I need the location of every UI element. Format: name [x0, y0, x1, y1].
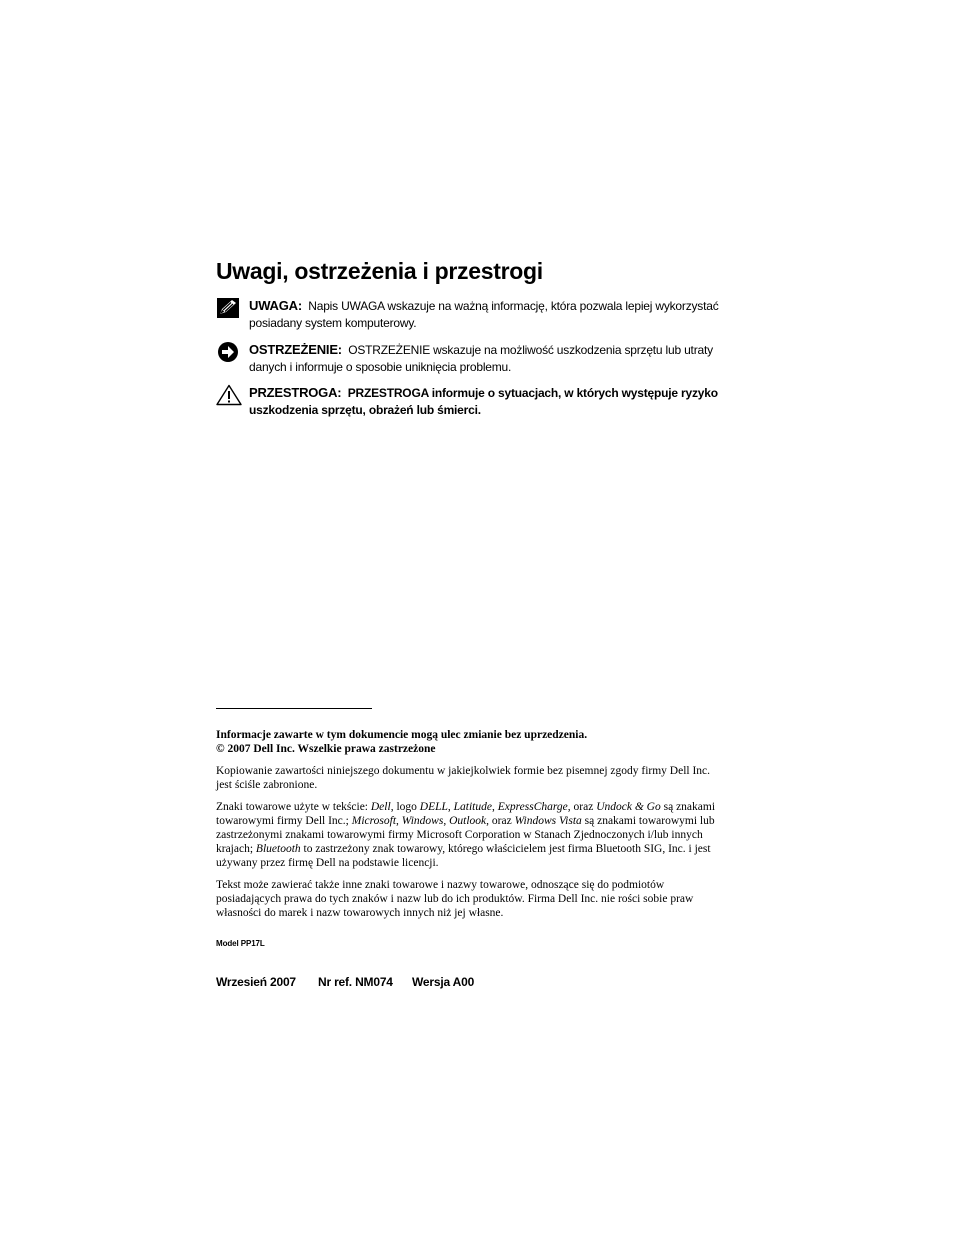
- tm-text: , logo: [390, 801, 420, 813]
- note-text: [249, 297, 736, 332]
- tm-undock: Undock & Go: [596, 801, 661, 813]
- warning-triangle-icon: [216, 384, 242, 406]
- tm-dell: Dell: [370, 801, 391, 813]
- footer-version: Wersja A00: [412, 975, 475, 989]
- tm-microsoft: Microsoft: [351, 815, 397, 827]
- tm-windows: Windows: [401, 815, 444, 827]
- note-label: UWAGA:: [249, 298, 302, 313]
- tm-text: ,: [396, 815, 402, 827]
- tm-bluetooth: Bluetooth: [255, 843, 301, 855]
- note-block: [216, 297, 736, 332]
- tm-text: są znakami towarowymi lub zastrzeżonymi znakami towarowymi firmy Microsoft Corporation w Stanach Zjednoczonych i/lub innych krajach;: [216, 815, 715, 855]
- notice-body: OSTRZEŻENIE wskazuje na możliwość uszkodzenia sprzętu lub utraty danych i informuje o sposobie uniknięcia problemu.: [249, 343, 713, 374]
- footer-ref: Nr ref. NM074: [318, 975, 393, 989]
- note-body: Napis UWAGA wskazuje na ważną informację, która pozwala lepiej wykorzystać posiadany system komputerowy.: [249, 299, 719, 330]
- tm-text: są znakami towarowymi firmy Dell Inc.;: [216, 801, 716, 827]
- info-line-1: Informacje zawarte w tym dokumencie mogą ulec zmianie bez uprzedzenia.: [216, 729, 588, 741]
- tm-latitude: Latitude: [453, 801, 492, 813]
- arrow-circle-icon: [216, 341, 242, 363]
- tm-text: ,: [443, 815, 450, 827]
- tm-vista: Windows Vista: [514, 815, 582, 827]
- tm-text: ,: [491, 801, 498, 813]
- other-marks-paragraph: Tekst może zawierać także inne znaki towarowe i nazwy towarowe, odnoszące się do podmiotów posiadających prawa do tych znaków i nazw lub do ich produktów. Firma Dell Inc. nie rości sobie praw własności do marek i nazw towarowych innych niż jej własne.: [216, 879, 694, 919]
- caution-label: PRZESTROGA:: [249, 385, 342, 400]
- model-number: Model PP17L: [216, 939, 265, 948]
- trademarks-paragraph: [216, 800, 726, 870]
- tm-dell-logo: DELL: [419, 801, 448, 813]
- tm-text: Znaki towarowe użyte w tekście:: [216, 801, 371, 813]
- tm-text: , oraz: [486, 815, 515, 827]
- footer-date: Wrzesień 2007: [216, 975, 296, 989]
- notice-text: [249, 341, 736, 376]
- copyright-line: © 2007 Dell Inc. Wszelkie prawa zastrzeżone: [216, 743, 436, 755]
- tm-text: ,: [447, 801, 454, 813]
- tm-outlook: Outlook: [449, 815, 487, 827]
- footer-line: [216, 975, 474, 989]
- tm-text: to zastrzeżony znak towarowy, którego właścicielem jest firma Bluetooth SIG, Inc. i jest używany przez firmę Dell na podstawie licencji.: [216, 843, 711, 869]
- notice-block: [216, 341, 736, 376]
- tm-text: , oraz: [567, 801, 597, 813]
- tm-expresscharge: ExpressCharge: [497, 801, 568, 813]
- caution-text: [249, 384, 736, 419]
- notice-label: OSTRZEŻENIE:: [249, 342, 342, 357]
- info-statement: [216, 728, 726, 756]
- divider: [216, 708, 372, 709]
- caution-body: PRZESTROGA informuje o sytuacjach, w których występuje ryzyko uszkodzenia sprzętu, obrażeń lub śmierci.: [249, 386, 718, 417]
- copying-paragraph: Kopiowanie zawartości niniejszego dokumentu w jakiejkolwiek formie bez pisemnej zgody firmy Dell Inc. jest ściśle zabronione.: [216, 765, 711, 791]
- caution-block: [216, 384, 736, 419]
- page-title: Uwagi, ostrzeżenia i przestrogi: [216, 258, 543, 284]
- pencil-note-icon: [216, 297, 242, 319]
